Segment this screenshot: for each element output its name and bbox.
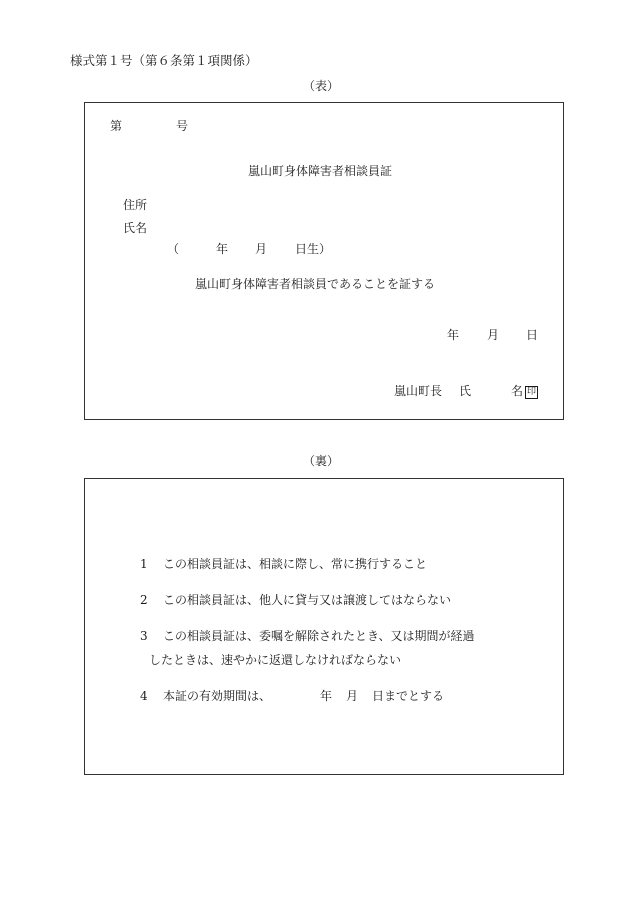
certification-text: 嵐山町身体障害者相談員であることを証する [195,277,436,291]
birth-month: 月 [255,242,268,256]
birth-year: 年 [216,242,229,256]
issue-year: 年 [447,328,460,342]
issuer-mei-text: 名 [511,384,524,398]
item-4-number: 4 [140,689,148,703]
address-label: 住所 [123,198,148,212]
issue-day: 日 [526,328,539,342]
item-4-day: 日までとする [372,689,445,703]
birth-day: 日生） [295,242,332,256]
item-4-month: 月 [346,689,359,703]
item-2-number: 2 [140,593,148,607]
issuer-mei [511,385,538,399]
form-number: 様式第１号（第６条第１項関係） [70,53,258,68]
issue-month: 月 [487,328,500,342]
seal-mark: 印 [527,387,537,397]
back-label: （裏） [303,454,340,468]
item-1-number: 1 [140,557,148,571]
issuer-title: 嵐山町長 [394,384,443,398]
front-label: （表） [303,79,340,93]
item-3-continuation: したときは、速やかに返還しなければならない [149,653,402,667]
item-1-text: この相談員証は、相談に際し、常に携行すること [163,557,428,571]
item-3-text: この相談員証は、委嘱を解除されたとき、又は期間が経過 [163,629,475,643]
item-4-text: 本証の有効期間は、 [163,689,272,703]
item-4-year: 年 [320,689,333,703]
item-2-text: この相談員証は、他人に貸与又は譲渡してはならない [163,593,452,607]
birth-open-paren: （ [167,242,180,256]
name-label: 氏名 [123,221,148,235]
number-prefix: 第 [110,119,123,133]
back-card [84,478,564,775]
card-title: 嵐山町身体障害者相談員証 [248,164,393,178]
item-3-number: 3 [140,629,148,643]
number-suffix: 号 [176,119,189,133]
issuer-shi: 氏 [459,384,472,398]
front-card [84,102,564,420]
